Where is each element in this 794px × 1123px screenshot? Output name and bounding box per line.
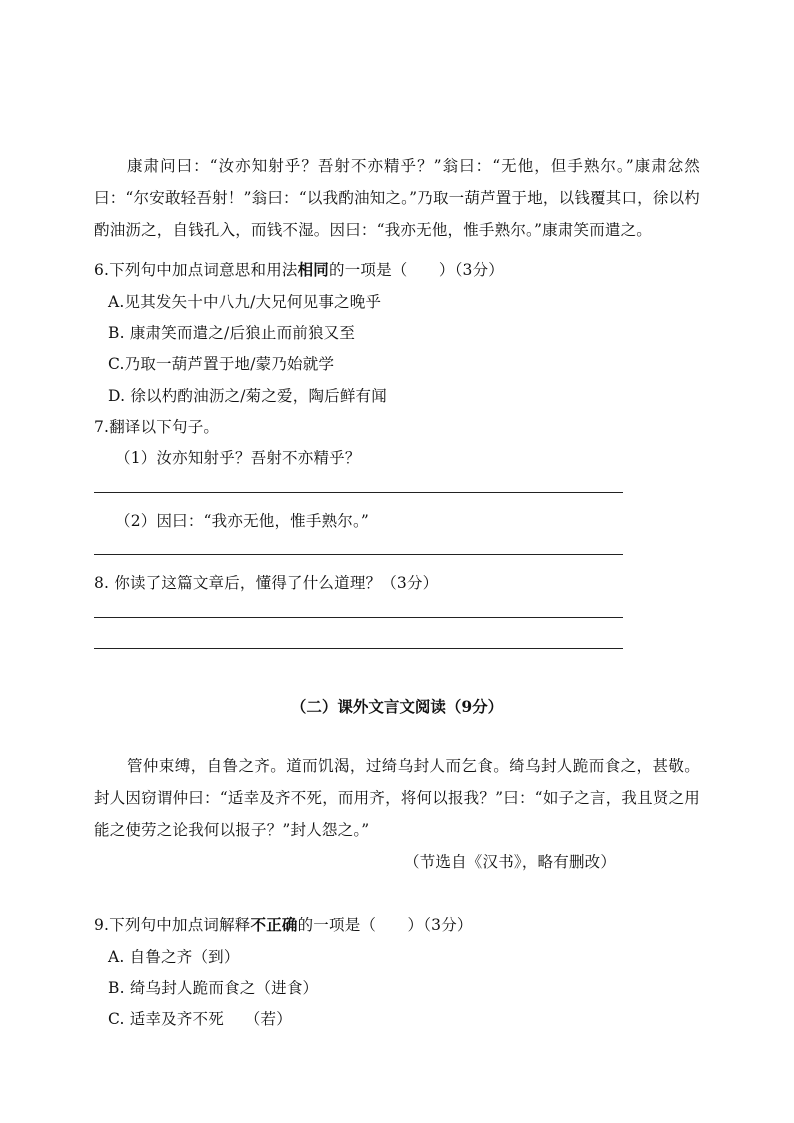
answer-line (94, 554, 623, 555)
answer-line (94, 492, 623, 493)
question-7-item-2: （2）因曰：“我亦无他，惟手熟尔。” (115, 512, 370, 530)
question-7-item-1: （1）汝亦知射乎？吾射不亦精乎？ (115, 449, 361, 467)
question-6-stem-prefix: 6.下列句中加点词意思和用法 (94, 261, 298, 279)
answer-line (94, 617, 623, 618)
question-8-stem: 8. 你读了这篇文章后，懂得了什么道理？（3分） (94, 574, 439, 592)
question-6-option-d: D. 徐以杓酌油沥之/菊之爱，陶后鲜有闻 (108, 387, 387, 405)
question-6-option-c: C.乃取一葫芦置于地/蒙乃始就学 (108, 355, 335, 373)
question-7-stem: 7.翻译以下句子。 (94, 418, 220, 436)
question-9-option-b: B. 绮乌封人跪而食之（进食） (108, 979, 319, 997)
question-9-stem (94, 913, 473, 935)
question-9-option-c: C. 适幸及齐不死 （若） (108, 1010, 292, 1028)
passage-2-text: 管仲束缚，自鲁之齐。道而饥渴，过绮乌封人而乞食。绮乌封人跪而食之，甚敬。封人因窃谓仲曰：“适幸及齐不死，而用齐，将何以报我？”曰：“如子之言，我且贤之用能之使劳之论我何以报子？”封人怨之。” (94, 757, 700, 839)
passage-1 (94, 150, 700, 246)
answer-line (94, 648, 623, 649)
passage-2-source: （节选自《汉书》，略有删改） (404, 853, 617, 871)
question-6-stem (94, 258, 504, 280)
passage-2 (94, 750, 700, 846)
question-9-option-a: A. 自鲁之齐（到） (108, 948, 240, 966)
section-2-title: （二）课外文言文阅读（9分） (290, 697, 504, 716)
passage-1-text: 康肃问曰：“汝亦知射乎？吾射不亦精乎？”翁曰：“无他，但手熟尔。”康肃忿然曰：“尔安敢轻吾射！”翁曰：“以我酌油知之。”乃取一葫芦置于地，以钱覆其口，徐以杓酌油沥之，自钱孔入，而钱不湿。因曰：“我亦无他，惟手熟尔。”康肃笑而遣之。 (94, 157, 700, 239)
question-9-stem-prefix: 9.下列句中加点词解释 (94, 916, 251, 934)
question-6-option-a: A.见其发矢十中八九/大兄何见事之晚乎 (108, 293, 382, 311)
question-9-stem-emphasis: 不正确 (250, 915, 298, 934)
question-6-stem-suffix: 的一项是（ ）（3分） (329, 261, 505, 279)
question-6-stem-emphasis: 相同 (297, 260, 329, 279)
question-9-stem-suffix: 的一项是（ ）（3分） (297, 916, 473, 934)
question-6-option-b: B. 康肃笑而遣之/后狼止而前狼又至 (108, 324, 356, 342)
